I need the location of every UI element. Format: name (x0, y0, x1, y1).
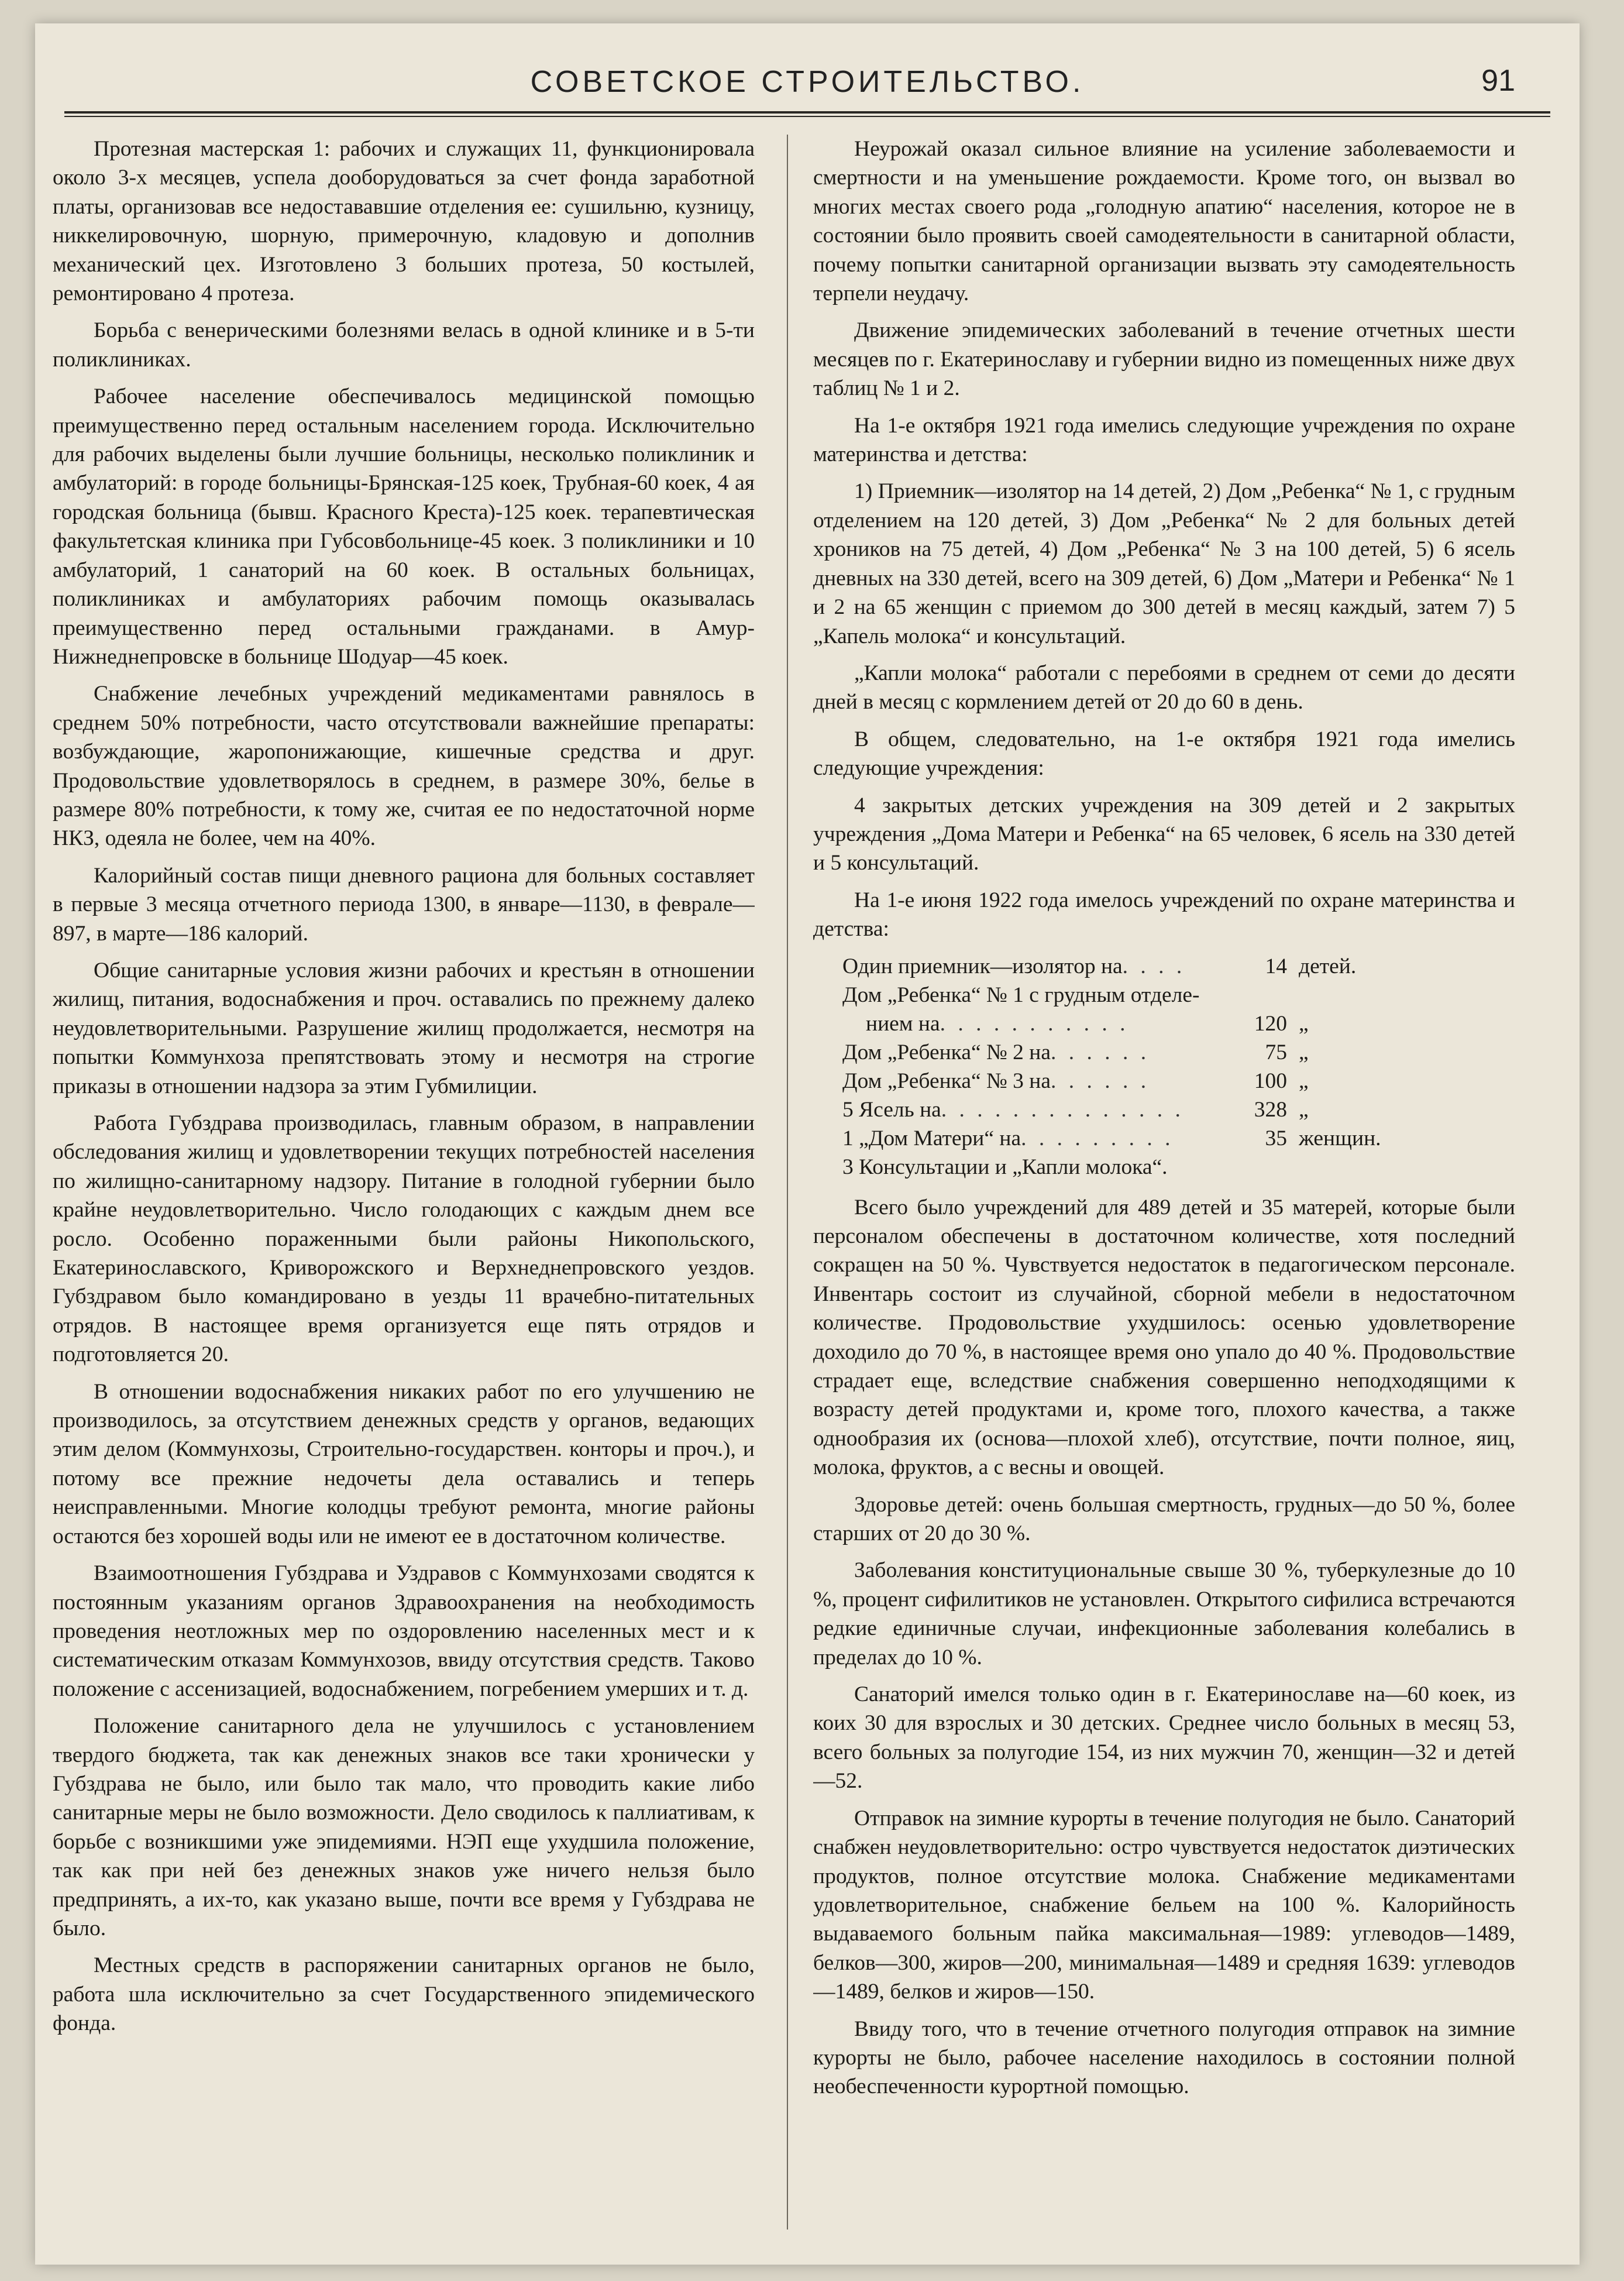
paragraph: Всего было учреждений для 489 детей и 35 матерей, которые были персоналом обеспечены в достаточном количестве, хотя последний сокращен на 50 %. Чувствуется недостаток в педагогическом персонале. Инвентарь состоит из случайной, сборной мебели в недостаточном количестве. Продовольствие ухудшилось: осенью удовлетворение доходило до 70 %, в настоящее время оно упало до 40 %. Продовольствие страдает еще, вследствие снабжения совершенно неподходящими к возрасту детей продуктами и, кроме того, плохого качества, а также однообразия их (основа—плохой хлеб), отсутствие, почти полное, яиц, молока, фруктов, а с весны и овощей. (813, 1195, 1515, 1480)
paragraph: 1) Приемник—изолятор на 14 детей, 2) Дом „Ребенка“ № 1, с грудным отделением на 120 детей, 3) Дом „Ребенка“ № 2 для больных детей хроников на 75 детей, 4) Дом „Ребенка“ № 3 на 100 детей, 5) 6 ясель дневных на 330 детей, всего на 309 детей, 6) Дом „Матери и Ребенка“ № 1 и 2 на 65 женщин с приемом до 300 детей в месяц каждый, затем 7) 5 „Капель молока“ и консультаций. (813, 479, 1515, 648)
paragraph: На 1-е октября 1921 года имелись следующие учреждения по охране материнства и детства: (813, 413, 1515, 467)
paragraph: 4 закрытых детских учреждения на 309 детей и 2 закрытых учреждения „Дома Матери и Ребенка“ на 65 человек, 6 ясель на 330 детей и 5 консультаций. (813, 793, 1515, 875)
paragraph: В общем, следовательно, на 1-е октября 1921 года имелись следующие учреждения: (813, 727, 1515, 781)
institution-list (842, 952, 1463, 1181)
paragraph: Общие санитарные условия жизни рабочих и крестьян в отношении жилищ, питания, водоснабжения и проч. оставались по прежнему далеко неудовлетворительными. Разрушение жилищ продолжается, несмотря на попытки Коммунхоза препятствовать этому и несмотря на строгие приказы в отношении надзора за этим Губмилиции. (53, 958, 755, 1098)
paragraph: Неурожай оказал сильное влияние на усиление заболеваемости и смертности и на уменьшение рождаемости. Кроме того, он вызвал во многих местах своего рода „голодную апатию“ населения, которое не в состоянии было проявить своей самодеятельности в санитарной области, почему попытки санитарной организации вызвать эту самодеятельность терпели неудачу. (813, 137, 1515, 306)
list-item-label: Дом „Ребенка“ № 1 с грудным отделе- (842, 983, 1200, 1007)
list-item-label: 3 Консультации и „Капли молока“. (842, 1155, 1168, 1179)
list-item-value: 35 (1265, 1126, 1287, 1150)
list-item (842, 1095, 1463, 1124)
list-item-unit: „ (1299, 1011, 1309, 1036)
list-item-unit: „ (1299, 1040, 1309, 1064)
list-item-value: 120 (1254, 1011, 1287, 1036)
paragraph: Взаимоотношения Губздрава и Уздравов с Коммунхозами сводятся к постоянным указаниям органов Здравоохранения на необходимость проведения неотложных мер по оздоровлению населенных мест и к систематическим отказам Коммунхозов, ввиду отсутствия средств. Таково положение с ассенизацией, водоснабжением, погребением умерших и т. д. (53, 1561, 755, 1701)
paragraph: Отправок на зимние курорты в течение полугодия не было. Санаторий снабжен неудовлетворительно: остро чувствуется недостаток диэтических продуктов, полное отсутствие молока. Снабжение медикаментами удовлетворительное, снабжение бельем на 100 %. Калорийность выдаваемого больным пайка максимальная—1989: углеводов—1489, белков—300, жиров—200, минимальная—1489 и средняя 1639: углеводов—1489, белков и жиров—150. (813, 1806, 1515, 2004)
paragraph: Заболевания конституциональные свыше 30 %, туберкулезные до 10 %, процент сифилитиков не установлен. Открытого сифилиса встречаются редкие единичные случаи, инфекционные заболевания колебались в пределах до 10 %. (813, 1558, 1515, 1669)
list-item (842, 952, 1463, 981)
paragraph: Местных средств в распоряжении санитарных органов не было, работа шла исключительно за счет Государственного эпидемического фонда. (53, 1953, 755, 2036)
list-item (842, 1038, 1463, 1067)
list-item (842, 981, 1463, 1009)
paragraph: „Капли молока“ работали с перебоями в среднем от семи до десяти дней в месяц с кормлением детей от 20 до 60 в день. (813, 661, 1515, 714)
list-item (842, 1153, 1463, 1181)
page-title: СОВЕТСКОЕ СТРОИТЕЛЬСТВО. (530, 65, 1085, 99)
list-item-unit: женщин. (1299, 1126, 1381, 1150)
leader-dots: . . . . . . . . . . . (940, 1011, 1129, 1036)
list-item-label: Дом „Ребенка“ № 3 на (842, 1069, 1051, 1093)
leader-dots: . . . . . . (1050, 1040, 1150, 1064)
list-item (842, 1124, 1463, 1153)
leader-dots: . . . . (1122, 954, 1186, 978)
leader-dots: . . . . . . . . . (1021, 1126, 1174, 1150)
right-column (813, 135, 1515, 2241)
list-item-unit: детей. (1299, 954, 1357, 978)
paragraph: Калорийный состав пищи дневного рациона для больных составляет в первые 3 месяца отчетного периода 1300, в январе—1130, в феврале—897, в марте—186 калорий. (53, 863, 755, 946)
list-item (842, 1067, 1463, 1095)
header-rule (64, 111, 1550, 117)
list-item (842, 1009, 1463, 1038)
paragraph: Здоровье детей: очень большая смертность, грудных—до 50 %, более старших от 20 до 30 %. (813, 1492, 1515, 1546)
list-item-value: 328 (1254, 1097, 1287, 1122)
paragraph: Снабжение лечебных учреждений медикаментами равнялось в среднем 50% потребности, часто отсутствовали важнейшие препараты: возбуждающие, жаропонижающие, кишечные средства и друг. Продовольствие удовлетворялось в среднем, в размере 30%, белье в размере 80% потребности, к тому же, считая ее по недостаточной норме НКЗ, одеяла не более, чем на 40%. (53, 682, 755, 851)
newspaper-page (35, 23, 1580, 2265)
list-item-unit: „ (1299, 1097, 1309, 1122)
page-header (53, 53, 1562, 117)
left-column (53, 135, 755, 2241)
list-item-value: 14 (1265, 954, 1287, 978)
list-item-label: нием на (866, 1011, 940, 1036)
page-number: 91 (1481, 64, 1515, 98)
paragraph: Работа Губздрава производилась, главным образом, в направлении обследования жилищ и удовлетворении текущих потребностей населения по жилищно-санитарному надзору. Питание в голодной губернии было крайне неудовлетворительно. Число голодающих с каждым днем все росло. Особенно пораженными были районы Никопольского, Екатеринославского, Криворожского и Верхнеднепровского уездов. Губздравом было командировано в уезды 11 врачебно-питательных отрядов. В настоящее время организуется еще пять отрядов и подготовляется 20. (53, 1111, 755, 1367)
paragraph: Борьба с венерическими болезнями велась в одной клинике и в 5-ти поликлиниках. (53, 318, 755, 372)
leader-dots: . . . . . . . . . . . . . . (941, 1097, 1184, 1122)
paragraph: В отношении водоснабжения никаких работ по его улучшению не производилось, за отсутствием денежных средств у органов, ведающих этим делом (Коммунхозы, Строительно-государствен. конторы и проч.), и потому все прежние недочеты дела оставались и теперь неисправленными. Многие колодцы требуют ремонта, многие районы остаются без хорошей воды или не имеют ее в достаточном количестве. (53, 1379, 755, 1548)
list-item-label: 1 „Дом Матери“ на (842, 1126, 1021, 1150)
column-divider (787, 135, 788, 2230)
leader-dots: . . . . . . (1050, 1069, 1150, 1093)
paragraph: Ввиду того, что в течение отчетного полугодия отправок на зимние курорты не было, рабочее население находилось в состоянии полной необеспеченности курортной помощью. (813, 2017, 1515, 2099)
paragraph: На 1-е июня 1922 года имелось учреждений по охране материнства и детства: (813, 888, 1515, 942)
list-item-label: Дом „Ребенка“ № 2 на (842, 1040, 1051, 1064)
list-item-label: 5 Ясель на (842, 1097, 941, 1122)
paragraph: Положение санитарного дела не улучшилось с установлением твердого бюджета, так как денежных знаков все таки хронически у Губздрава не было, или было так мало, что проводить какие либо санитарные меры не было возможности. Дело сводилось к паллиативам, к борьбе с возникшими уже эпидемиями. НЭП еще ухудшила положение, так как при ней без денежных знаков уже ничего нельзя было предпринять, а их-то, как указано выше, почти все время у Губздрава не было. (53, 1714, 755, 1940)
list-item-label: Один приемник—изолятор на (842, 954, 1123, 978)
paragraph: Рабочее население обеспечивалось медицинской помощью преимущественно перед остальным населением города. Исключительно для рабочих выделены были лучшие больницы, несколько поликлиник и амбулаторий: в городе больницы-Брянская-125 коек, Трубная-60 коек, 4 ая городская больница (бывш. Красного Креста)-125 коек. терапевтическая факультетская клиника при Губсовбольнице-45 коек. 3 поликлиники и 10 амбулаторий, 1 санаторий на 60 коек. В остальных больницах, поликлиниках и амбулаториях рабочим помощь оказывалась преимущественно перед остальными гражданами. в Амур-Нижнеднепровске в больнице Шодуар—45 коек. (53, 384, 755, 669)
paragraph: Движение эпидемических заболеваний в течение отчетных шести месяцев по г. Екатеринославу и губернии видно из помещенных ниже двух таблиц № 1 и 2. (813, 318, 1515, 401)
list-item-unit: „ (1299, 1069, 1309, 1093)
paragraph: Протезная мастерская 1: рабочих и служащих 11, функционировала около 3-х месяцев, успела дооборудоваться за счет фонда заработной платы, организовав все недостававшие отделения ее: сушильню, кузницу, никкелировочную, шорную, примерочную, кладовую и дополнив механический цех. Изготовлено 3 больших протеза, 50 костылей, ремонтировано 4 протеза. (53, 137, 755, 306)
paragraph: Санаторий имелся только один в г. Екатеринославе на—60 коек, из коих 30 для взрослых и 30 детских. Среднее число больных в месяц 53, всего больных за полугодие 154, из них мужчин 70, женщин—32 и детей—52. (813, 1682, 1515, 1794)
list-item-value: 75 (1265, 1040, 1287, 1064)
list-item-value: 100 (1254, 1069, 1287, 1093)
